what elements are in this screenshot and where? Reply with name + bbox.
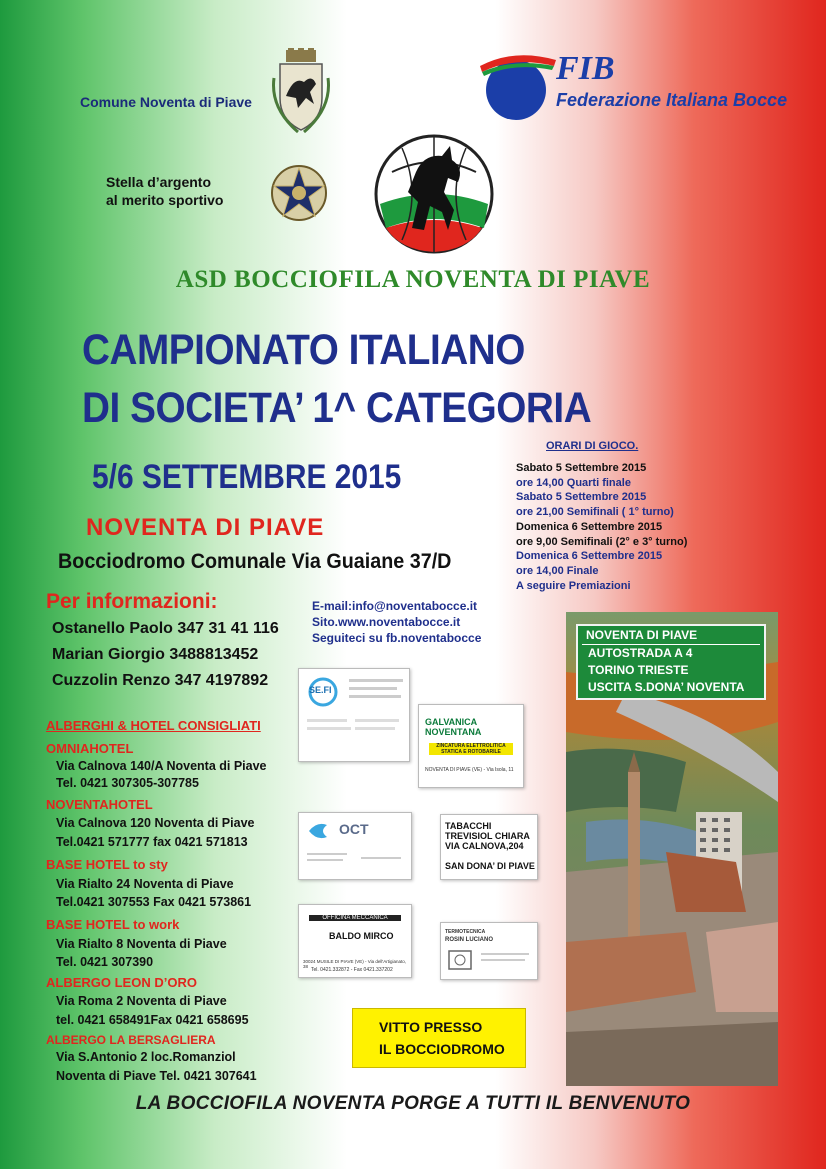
vitto-line1: VITTO PRESSO [379, 1019, 483, 1035]
schedule-line: ore 14,00 Quarti finale [516, 476, 631, 489]
hotels-title: ALBERGHI & HOTEL CONSIGLIATI [46, 718, 261, 733]
hotel-name: OMNIAHOTEL [46, 741, 134, 756]
fib-logo-icon [474, 46, 560, 122]
schedule-line: ore 14,00 Finale [516, 564, 599, 577]
schedule-list [516, 461, 687, 593]
schedule-line: A seguire Premiazioni [516, 579, 631, 592]
club-logo-icon [372, 132, 496, 256]
schedule-line: Sabato 5 Settembre 2015 [516, 491, 647, 504]
galvanica-address: NOVENTA DI PIAVE (VE) - Via Isola, 11 [425, 767, 514, 773]
event-venue: Bocciodromo Comunale Via Guaiane 37/D [58, 550, 452, 573]
stella-medal-icon [268, 162, 330, 224]
club-name: ASD BOCCIOFILA NOVENTA DI PIAVE [175, 266, 651, 293]
event-town: NOVENTA DI PIAVE [86, 514, 325, 541]
hotel-phone: Tel. 0421 307305-307785 [56, 776, 199, 790]
stella-label-line1: Stella d’argento [106, 174, 212, 190]
hotel-address: Via Rialto 24 Noventa di Piave [56, 877, 234, 891]
contact-item: Cuzzolin Renzo 347 4197892 [52, 672, 269, 689]
hotel-name: BASE HOTEL to sty [46, 857, 168, 872]
facebook-link[interactable]: Seguiteci su fb.noventabocce [312, 631, 482, 645]
web-contacts [312, 598, 481, 646]
sponsor-rosin-card [440, 922, 538, 980]
hotel-phone: Noventa di Piave Tel. 0421 307641 [56, 1069, 257, 1083]
galvanica-name: GALVANICA NOVENTANA [425, 717, 482, 737]
comune-label: Comune Noventa di Piave [80, 94, 252, 110]
contact-item: Ostanello Paolo 347 31 41 116 [52, 620, 279, 637]
vitto-line2: IL BOCCIODROMO [379, 1041, 505, 1057]
schedule-line: ore 21,00 Semifinali ( 1° turno) [516, 506, 674, 519]
event-date: 5/6 SETTEMBRE 2015 [92, 458, 402, 496]
schedule-line: Domenica 6 Settembre 2015 [516, 520, 663, 533]
photo-sign-line: AUTOSTRADA A 4 [588, 646, 693, 660]
schedule-title: ORARI DI GIOCO. [546, 440, 639, 452]
photo-sign-title: NOVENTA DI PIAVE [586, 628, 698, 642]
hotel-name: BASE HOTEL to work [46, 917, 180, 932]
galvanica-service: ZINCATURA ELETTROLITICA STATICA E ROTOBARILE [429, 743, 513, 755]
schedule-line: ore 9,00 Semifinali (2° e 3° turno) [516, 535, 688, 548]
oct-name: OCT [339, 821, 369, 837]
tabacchi-town: SAN DONA’ DI PIAVE [445, 861, 535, 871]
photo-sign [576, 624, 766, 700]
hotel-address: Via S.Antonio 2 loc.Romanziol [56, 1050, 236, 1064]
vitto-box [352, 1008, 526, 1068]
contact-item: Marian Giorgio 3488813452 [52, 646, 259, 663]
comune-crest-icon [268, 48, 334, 134]
hotel-name: ALBERGO LA BERSAGLIERA [46, 1033, 216, 1047]
sefi-name: SE.FI [309, 685, 332, 695]
hotel-address: Via Calnova 140/A Noventa di Piave [56, 759, 267, 773]
photo-sign-line: USCITA S.DONA’ NOVENTA [588, 680, 745, 694]
email-link[interactable]: E-mail:info@noventabocce.it [312, 599, 478, 613]
boiler-icon [447, 949, 473, 971]
contacts-list [52, 616, 279, 694]
sponsor-galvanica-card [418, 704, 524, 788]
hotel-phone: tel. 0421 658491Fax 0421 658695 [56, 1013, 249, 1027]
stella-label-line2: al merito sportivo [106, 192, 224, 208]
fib-abbreviation: FIB [556, 50, 615, 87]
hotel-name: ALBERGO LEON D’ORO [46, 975, 197, 990]
baldo-category: OFFICINA MECCANICA [309, 915, 401, 921]
tabacchi-name: TABACCHI TREVISIOL CHIARA [445, 821, 530, 841]
hotel-name: NOVENTAHOTEL [46, 797, 153, 812]
website-link[interactable]: Sito.www.noventabocce.it [312, 615, 461, 629]
baldo-address: 30024 MUSILE DI PIAVE (VE) - Via dell'Artigianato, 38 [303, 959, 406, 969]
baldo-name: BALDO MIRCO [329, 931, 394, 941]
hotel-address: Via Roma 2 Noventa di Piave [56, 994, 227, 1008]
tabacchi-address: VIA CALNOVA,204 [445, 841, 524, 851]
hotel-phone: Tel.0421 571777 fax 0421 571813 [56, 835, 248, 849]
rosin-name: ROSIN LUCIANO [445, 937, 493, 943]
baldo-phone: Tel. 0421.332872 - Fax 0421.337202 [311, 967, 393, 973]
hotel-address: Via Calnova 120 Noventa di Piave [56, 816, 255, 830]
hotel-address: Via Rialto 8 Noventa di Piave [56, 937, 227, 951]
sponsor-baldo-card [298, 904, 412, 978]
sponsor-sefi-card [298, 668, 410, 762]
info-title: Per informazioni: [46, 590, 218, 613]
hotel-phone: Tel.0421 307553 Fax 0421 573861 [56, 895, 252, 909]
rosin-category: TERMOTECNICA [445, 929, 486, 935]
event-title-line2: DI SOCIETA’ 1^ CATEGORIA [82, 384, 592, 432]
sponsor-tabacchi-card [440, 814, 538, 880]
hotel-phone: Tel. 0421 307390 [56, 955, 154, 969]
sponsor-oct-card [298, 812, 412, 880]
event-title-line1: CAMPIONATO ITALIANO [82, 326, 525, 374]
photo-sign-line: TORINO TRIESTE [588, 663, 689, 677]
schedule-line: Sabato 5 Settembre 2015 [516, 462, 647, 474]
schedule-line: Domenica 6 Settembre 2015 [516, 550, 663, 563]
footer-welcome: LA BOCCIOFILA NOVENTA PORGE A TUTTI IL BENVENUTO [135, 1093, 691, 1114]
fib-full-name: Federazione Italiana Bocce [556, 90, 788, 110]
